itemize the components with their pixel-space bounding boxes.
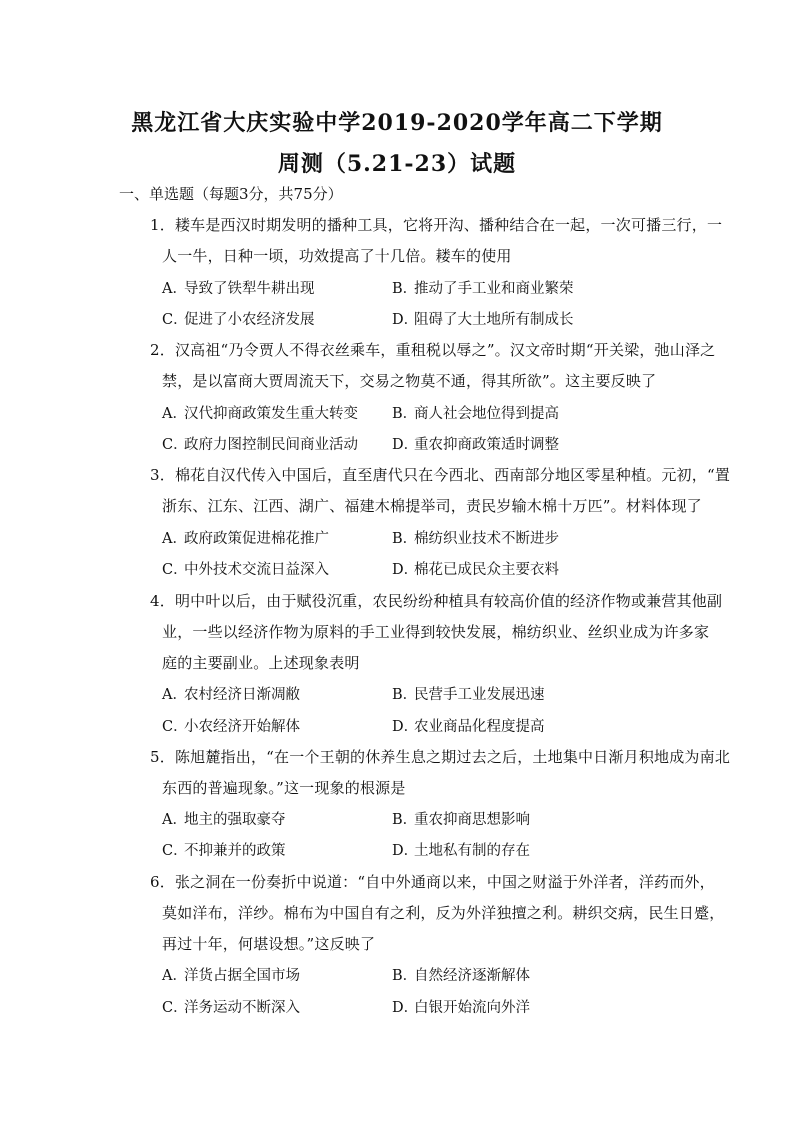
option-text: 导致了铁犁牛耕出现 xyxy=(184,281,315,297)
option-key: D． xyxy=(392,562,419,578)
option-text: 政府政策促进棉花推广 xyxy=(184,531,329,547)
question-4-option-d[interactable] xyxy=(392,715,545,736)
option-text: 商人社会地位得到提高 xyxy=(414,406,559,422)
question-3-option-a[interactable] xyxy=(162,527,329,548)
question-2-option-c[interactable] xyxy=(162,433,358,454)
option-key: A． xyxy=(162,687,187,703)
option-key: D． xyxy=(392,719,419,735)
option-text: 民营手工业发展迅速 xyxy=(414,687,545,703)
option-key: B． xyxy=(392,281,418,297)
question-6-line-1: 6．张之洞在一份奏折中说道：“自中外通商以来，中国之财溢于外洋者，洋药而外， xyxy=(150,873,715,891)
question-6-line-3: 再过十年，何堪设想。”这反映了 xyxy=(162,935,376,953)
option-key: B． xyxy=(392,812,418,828)
question-5-option-d[interactable] xyxy=(392,839,530,860)
option-key: D． xyxy=(392,312,419,328)
option-text: 洋货占据全国市场 xyxy=(184,968,300,984)
option-key: C． xyxy=(162,843,188,859)
option-key: B． xyxy=(392,968,418,984)
question-3-line-1: 3．棉花自汉代传入中国后，直至唐代只在今西北、西南部分地区零星种植。元初，“置 xyxy=(150,466,731,484)
question-4-line-1: 4．明中叶以后，由于赋役沉重，农民纷纷种植具有较高价值的经济作物或兼营其他副 xyxy=(150,592,723,610)
option-key: A． xyxy=(162,281,187,297)
question-5-option-c[interactable] xyxy=(162,839,286,860)
question-1-line-1: 1．耧车是西汉时期发明的播种工具，它将开沟、播种结合在一起，一次可播三行，一 xyxy=(150,216,723,234)
option-key: C． xyxy=(162,437,188,453)
question-4-line-2: 业，一些以经济作物为原料的手工业得到较快发展，棉纺织业、丝织业成为许多家 xyxy=(162,623,710,641)
option-text: 推动了手工业和商业繁荣 xyxy=(414,281,574,297)
question-1-option-a[interactable] xyxy=(162,277,315,298)
option-key: C． xyxy=(162,562,188,578)
question-3-option-b[interactable] xyxy=(392,527,559,548)
option-key: A． xyxy=(162,812,187,828)
option-key: D． xyxy=(392,843,419,859)
option-text: 白银开始流向外洋 xyxy=(414,1000,530,1016)
option-text: 不抑兼并的政策 xyxy=(184,843,286,859)
question-6-line-2: 莫如洋布，洋纱。棉布为中国自有之利，反为外洋独擅之利。耕织交病，民生日蹙， xyxy=(162,904,725,922)
question-1-option-b[interactable] xyxy=(392,277,574,298)
question-2-line-1: 2．汉高祖“乃令贾人不得衣丝乘车，重租税以辱之”。汉文帝时期“开关梁，弛山泽之 xyxy=(150,341,716,359)
option-text: 重农抑商思想影响 xyxy=(414,812,530,828)
question-4-option-c[interactable] xyxy=(162,715,300,736)
option-text: 棉花已成民众主要衣料 xyxy=(414,562,559,578)
question-2-line-2: 禁，是以富商大贾周流天下，交易之物莫不通，得其所欲”。这主要反映了 xyxy=(162,372,657,390)
option-text: 农村经济日渐凋敝 xyxy=(184,687,300,703)
option-key: C． xyxy=(162,312,188,328)
option-text: 土地私有制的存在 xyxy=(414,843,530,859)
option-text: 中外技术交流日益深入 xyxy=(184,562,329,578)
page-title: 黑龙江省大庆实验中学2019-2020学年高二下学期 xyxy=(131,110,663,136)
option-text: 促进了小农经济发展 xyxy=(184,312,315,328)
option-key: C． xyxy=(162,719,188,735)
question-1-line-2: 人一牛，日种一顷，功效提高了十几倍。耧车的使用 xyxy=(162,247,512,265)
option-key: B． xyxy=(392,406,418,422)
option-key: C． xyxy=(162,1000,188,1016)
question-6-option-b[interactable] xyxy=(392,964,530,985)
question-6-option-c[interactable] xyxy=(162,996,300,1017)
question-4-option-a[interactable] xyxy=(162,683,300,704)
question-2-option-a[interactable] xyxy=(162,402,358,423)
option-key: D． xyxy=(392,1000,419,1016)
question-5-line-1: 5．陈旭麓指出，“在一个王朝的休养生息之期过去之后，土地集中日渐月积地成为南北 xyxy=(150,748,731,766)
question-2-option-b[interactable] xyxy=(392,402,559,423)
question-2-option-d[interactable] xyxy=(392,433,559,454)
option-key: A． xyxy=(162,531,187,547)
option-text: 阻碍了大土地所有制成长 xyxy=(414,312,574,328)
option-key: B． xyxy=(392,531,418,547)
question-5-option-b[interactable] xyxy=(392,808,530,829)
question-1-option-d[interactable] xyxy=(392,308,574,329)
option-text: 洋务运动不断深入 xyxy=(184,1000,300,1016)
question-3-option-d[interactable] xyxy=(392,558,559,579)
option-key: A． xyxy=(162,968,187,984)
question-6-option-a[interactable] xyxy=(162,964,300,985)
question-4-option-b[interactable] xyxy=(392,683,545,704)
question-3-option-c[interactable] xyxy=(162,558,329,579)
option-text: 汉代抑商政策发生重大转变 xyxy=(184,406,358,422)
question-3-line-2: 浙东、江东、江西、湖广、福建木棉提举司，责民岁输木棉十万匹”。材料体现了 xyxy=(162,497,702,515)
question-1-option-c[interactable] xyxy=(162,308,315,329)
option-text: 自然经济逐渐解体 xyxy=(414,968,530,984)
question-6-option-d[interactable] xyxy=(392,996,530,1017)
option-key: A． xyxy=(162,406,187,422)
page-subtitle: 周测（5.21-23）试题 xyxy=(277,151,517,177)
option-key: B． xyxy=(392,687,418,703)
option-text: 农业商品化程度提高 xyxy=(414,719,545,735)
option-text: 小农经济开始解体 xyxy=(184,719,300,735)
option-text: 地主的强取豪夺 xyxy=(184,812,286,828)
option-text: 重农抑商政策适时调整 xyxy=(414,437,559,453)
option-key: D． xyxy=(392,437,419,453)
question-4-line-3: 庭的主要副业。上述现象表明 xyxy=(162,654,360,672)
option-text: 政府力图控制民间商业活动 xyxy=(184,437,358,453)
question-5-line-2: 东西的普遍现象。”这一现象的根源是 xyxy=(162,779,406,797)
option-text: 棉纺织业技术不断进步 xyxy=(414,531,559,547)
question-5-option-a[interactable] xyxy=(162,808,286,829)
section-heading: 一、单选题（每题3分，共75分） xyxy=(119,185,343,203)
